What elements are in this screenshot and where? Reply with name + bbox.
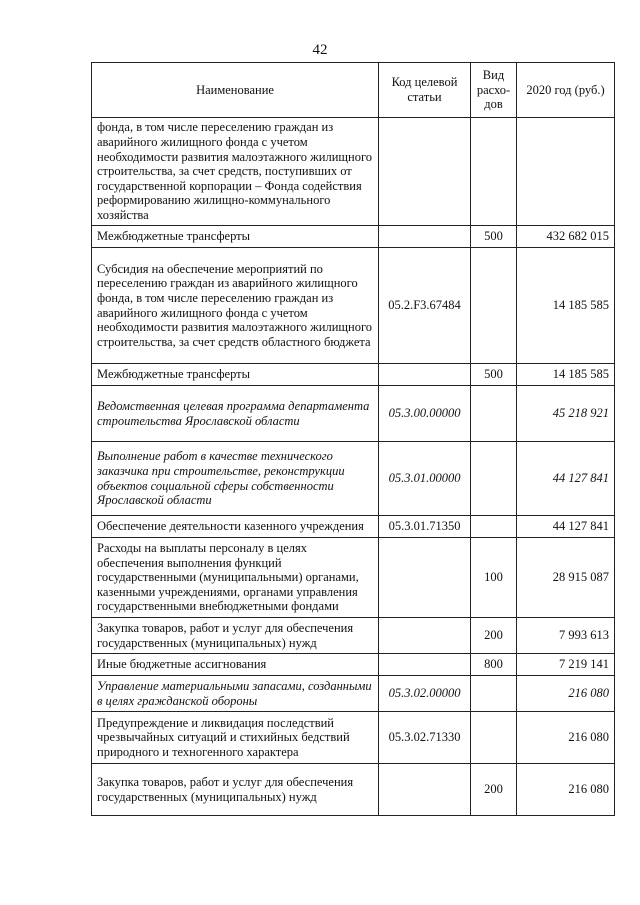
row-code-cell bbox=[379, 764, 471, 816]
table-row bbox=[92, 386, 615, 442]
header-amount: 2020 год (руб.) bbox=[517, 63, 615, 118]
row-code-cell: 05.3.01.00000 bbox=[379, 442, 471, 516]
row-type-cell: 500 bbox=[471, 226, 517, 248]
row-type-cell bbox=[471, 118, 517, 226]
row-type-cell bbox=[471, 248, 517, 364]
table-body bbox=[92, 118, 615, 816]
row-amount-cell: 44 127 841 bbox=[517, 442, 615, 516]
row-amount-cell: 14 185 585 bbox=[517, 364, 615, 386]
table-row bbox=[92, 712, 615, 764]
row-code-cell bbox=[379, 364, 471, 386]
row-name-cell: Выполнение работ в качестве технического заказчика при строительстве, реконструкции объектов социальной сферы собственности Ярославской области bbox=[92, 442, 379, 516]
row-amount-cell: 216 080 bbox=[517, 764, 615, 816]
row-code-cell: 05.3.02.71330 bbox=[379, 712, 471, 764]
row-type-cell: 100 bbox=[471, 538, 517, 618]
row-code-cell: 05.3.02.00000 bbox=[379, 676, 471, 712]
table-row bbox=[92, 618, 615, 654]
header-type: Вид расхо-дов bbox=[471, 63, 517, 118]
row-amount-cell: 45 218 921 bbox=[517, 386, 615, 442]
row-name-cell: Ведомственная целевая программа департамента строительства Ярославской области bbox=[92, 386, 379, 442]
row-amount-cell: 7 219 141 bbox=[517, 654, 615, 676]
budget-table bbox=[91, 62, 615, 816]
row-name-cell: Межбюджетные трансферты bbox=[92, 226, 379, 248]
row-name-cell: Закупка товаров, работ и услуг для обеспечения государственных (муниципальных) нужд bbox=[92, 618, 379, 654]
row-code-cell bbox=[379, 226, 471, 248]
row-name-cell: Закупка товаров, работ и услуг для обеспечения государственных (муниципальных) нужд bbox=[92, 764, 379, 816]
header-name: Наименование bbox=[92, 63, 379, 118]
row-code-cell bbox=[379, 618, 471, 654]
row-code-cell: 05.3.00.00000 bbox=[379, 386, 471, 442]
row-type-cell bbox=[471, 516, 517, 538]
row-name-cell: Субсидия на обеспечение мероприятий по переселению граждан из аварийного жилищного фонда, в том числе переселению граждан из аварийного жилищного фонда с учетом необходимости развития малоэтажного жилищного строительства, за счет средств областного бюджета bbox=[92, 248, 379, 364]
row-name-cell: Иные бюджетные ассигнования bbox=[92, 654, 379, 676]
row-type-cell bbox=[471, 386, 517, 442]
row-name-cell: Предупреждение и ликвидация последствий чрезвычайных ситуаций и стихийных бедствий природного и техногенного характера bbox=[92, 712, 379, 764]
row-name-cell: Обеспечение деятельности казенного учреждения bbox=[92, 516, 379, 538]
row-amount-cell: 216 080 bbox=[517, 676, 615, 712]
row-code-cell: 05.3.01.71350 bbox=[379, 516, 471, 538]
row-type-cell: 500 bbox=[471, 364, 517, 386]
table-row bbox=[92, 654, 615, 676]
row-name-cell: Управление материальными запасами, созданными в целях гражданской обороны bbox=[92, 676, 379, 712]
page-number: 42 bbox=[312, 42, 328, 58]
table-row bbox=[92, 516, 615, 538]
row-type-cell: 200 bbox=[471, 618, 517, 654]
row-type-cell: 800 bbox=[471, 654, 517, 676]
row-type-cell bbox=[471, 676, 517, 712]
row-amount-cell: 7 993 613 bbox=[517, 618, 615, 654]
row-type-cell bbox=[471, 442, 517, 516]
table-row bbox=[92, 364, 615, 386]
row-code-cell bbox=[379, 538, 471, 618]
table-row bbox=[92, 676, 615, 712]
row-amount-cell: 14 185 585 bbox=[517, 248, 615, 364]
row-amount-cell: 28 915 087 bbox=[517, 538, 615, 618]
table-row bbox=[92, 226, 615, 248]
row-amount-cell: 44 127 841 bbox=[517, 516, 615, 538]
row-type-cell bbox=[471, 712, 517, 764]
row-code-cell bbox=[379, 654, 471, 676]
table-row bbox=[92, 764, 615, 816]
table-header-row bbox=[92, 63, 615, 118]
table-row bbox=[92, 118, 615, 226]
table-row bbox=[92, 442, 615, 516]
row-amount-cell bbox=[517, 118, 615, 226]
row-code-cell bbox=[379, 118, 471, 226]
row-name-cell: Расходы на выплаты персоналу в целях обеспечения выполнения функций государственными (муниципальными) органами, казенными учреждениями, органами управления государственными внебюджетными фондами bbox=[92, 538, 379, 618]
header-code: Код целевой статьи bbox=[379, 63, 471, 118]
row-type-cell: 200 bbox=[471, 764, 517, 816]
row-code-cell: 05.2.F3.67484 bbox=[379, 248, 471, 364]
row-name-cell: Межбюджетные трансферты bbox=[92, 364, 379, 386]
table-row bbox=[92, 538, 615, 618]
row-name-cell: фонда, в том числе переселению граждан из аварийного жилищного фонда с учетом необходимости развития малоэтажного жилищного строительства, за счет средств, поступивших от государственной корпорации – Фонда содействия реформированию жилищно-коммунального хозяйства bbox=[92, 118, 379, 226]
row-amount-cell: 216 080 bbox=[517, 712, 615, 764]
row-amount-cell: 432 682 015 bbox=[517, 226, 615, 248]
table-row bbox=[92, 248, 615, 364]
